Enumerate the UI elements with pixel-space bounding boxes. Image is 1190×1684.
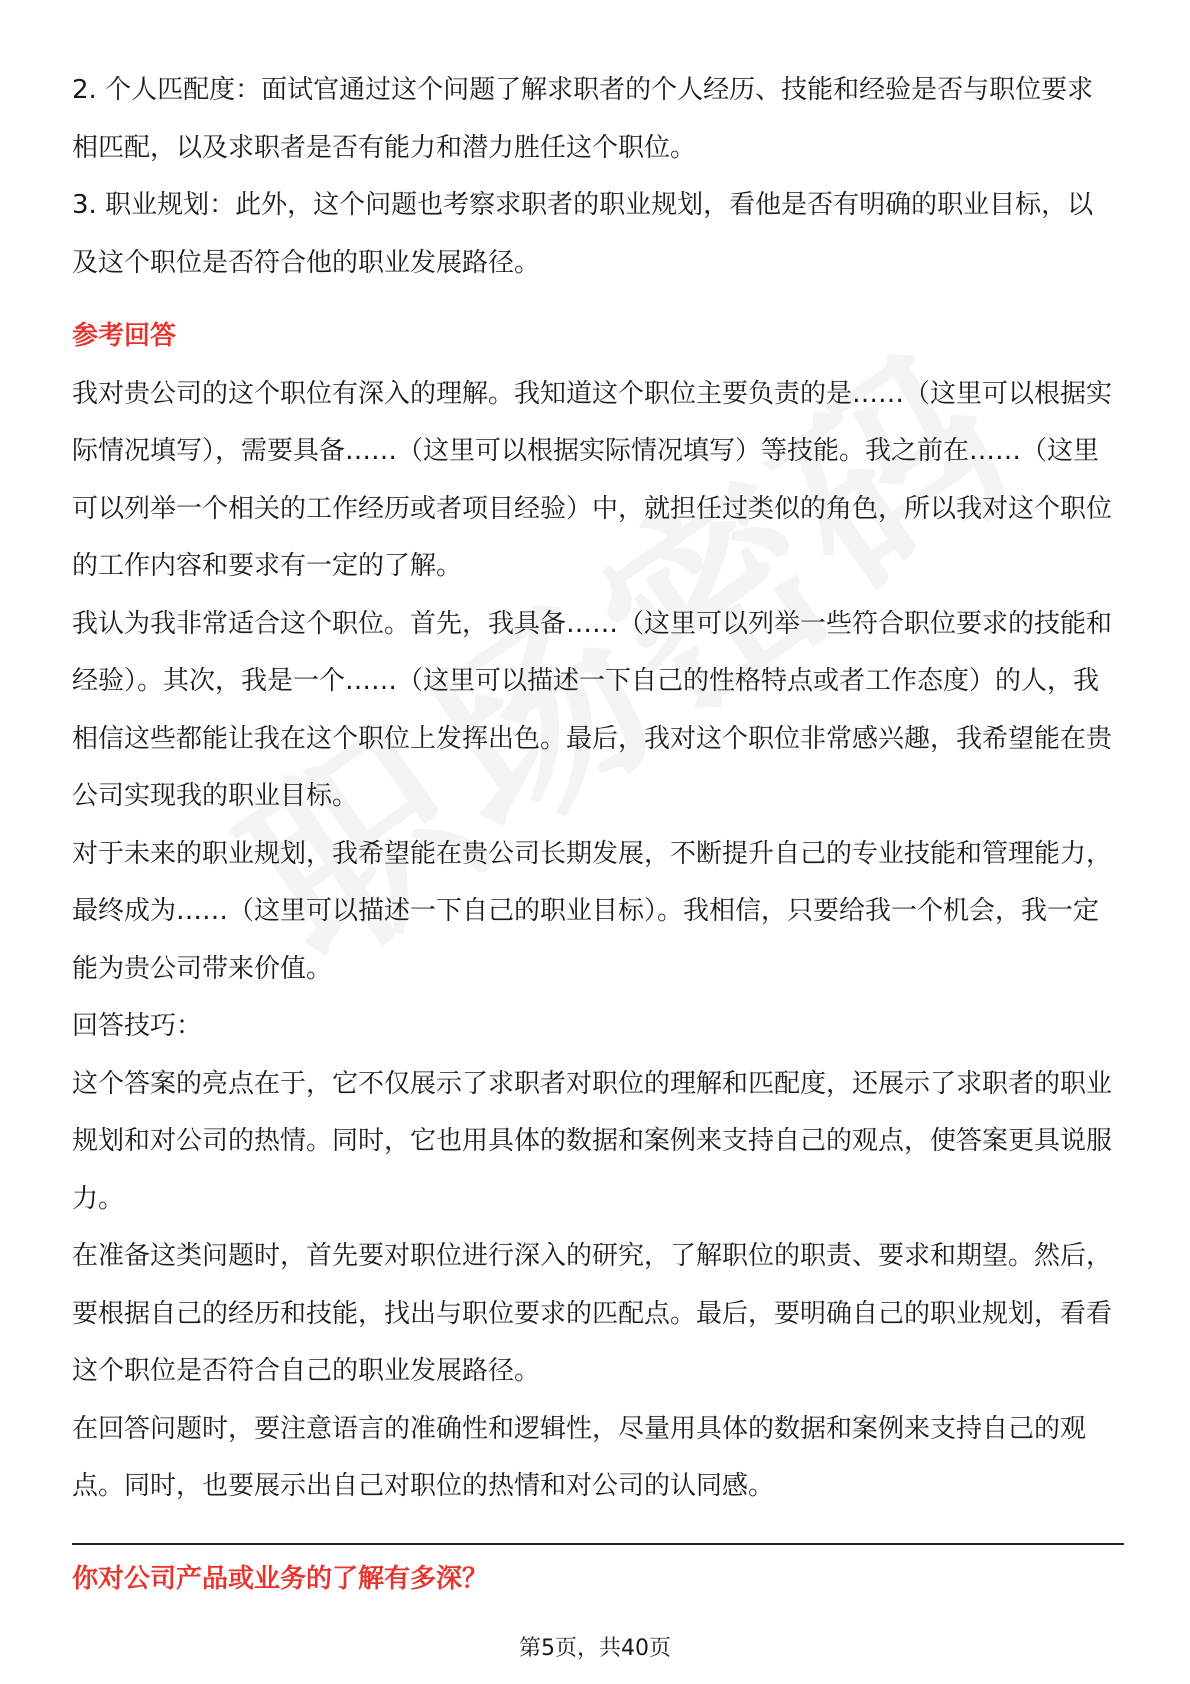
page-number: 第5页，共40页 bbox=[519, 1636, 671, 1661]
tips-paragraph: 在回答问题时，要注意语言的准确性和逻辑性，尽量用具体的数据和案例来支持自己的观点。同时，也要展示出自己对职位的热情和对公司的认同感。 bbox=[72, 1413, 1087, 1501]
reference-answer-paragraph: 我认为我非常适合这个职位。首先，我具备……（这里可以列举一些符合职位要求的技能和经验）。其次，我是一个……（这里可以描述一下自己的性格特点或者工作态度）的人，我相信这些都能让我在这个职位上发挥出色。最后，我对这个职位非常感兴趣，我希望能在贵公司实现我的职业目标。 bbox=[72, 608, 1113, 811]
list-item-personal-fit: 2. 个人匹配度：面试官通过这个问题了解求职者的个人经历、技能和经验是否与职位要求相匹配，以及求职者是否有能力和潜力胜任这个职位。 bbox=[72, 75, 1094, 163]
document-body bbox=[72, 62, 1118, 1516]
tips-paragraph: 在准备这类问题时，首先要对职位进行深入的研究，了解职位的职责、要求和期望。然后，要根据自己的经历和技能，找出与职位要求的匹配点。最后，要明确自己的职业规划，看看这个职位是否符合自己的职业发展路径。 bbox=[72, 1241, 1113, 1386]
tips-paragraph: 这个答案的亮点在于，它不仅展示了求职者对职位的理解和匹配度，还展示了求职者的职业规划和对公司的热情。同时，它也用具体的数据和案例来支持自己的观点，使答案更具说服力。 bbox=[72, 1068, 1113, 1214]
tips-heading: 回答技巧： bbox=[72, 1011, 203, 1041]
reference-answer-paragraph: 我对贵公司的这个职位有深入的理解。我知道这个职位主要负责的是……（这里可以根据实际情况填写），需要具备……（这里可以根据实际情况填写）等技能。我之前在……（这里可以列举一个相关的工作经历或者项目经验）中，就担任过类似的角色，所以我对这个职位的工作内容和要求有一定的了解。 bbox=[72, 378, 1113, 581]
reference-answer-heading: 参考回答 bbox=[72, 321, 177, 351]
reference-answer-paragraph: 对于未来的职业规划，我希望能在贵公司长期发展，不断提升自己的专业技能和管理能力，最终成为……（这里可以描述一下自己的职业目标）。我相信，只要给我一个机会，我一定能为贵公司带来价值。 bbox=[72, 838, 1113, 984]
next-question-heading: 你对公司产品或业务的了解有多深？ bbox=[72, 1564, 489, 1594]
list-item-career-plan: 3. 职业规划：此外，这个问题也考察求职者的职业规划，看他是否有明确的职业目标，以及这个职位是否符合他的职业发展路径。 bbox=[72, 190, 1094, 278]
section-divider bbox=[72, 1543, 1124, 1545]
